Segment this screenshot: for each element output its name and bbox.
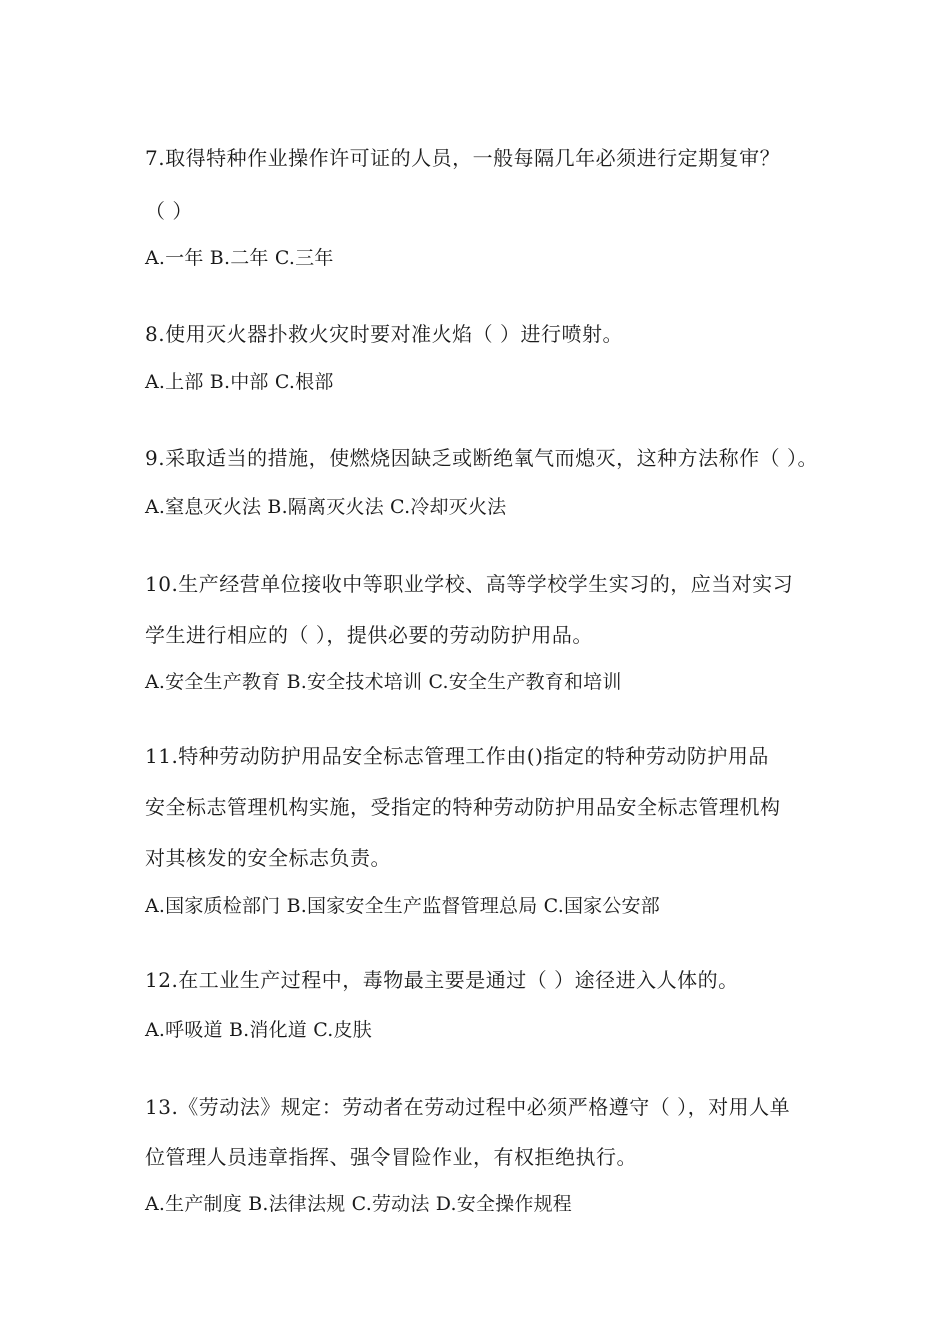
question-12-options: A.呼吸道 B.消化道 C.皮肤 bbox=[145, 1019, 372, 1041]
question-11-line-3: 对其核发的安全标志负责。 bbox=[145, 846, 391, 870]
question-7-line-2: （ ） bbox=[145, 199, 193, 223]
question-13-line-2: 位管理人员违章指挥、强令冒险作业，有权拒绝执行。 bbox=[145, 1145, 637, 1169]
question-10-line-1: 10.生产经营单位接收中等职业学校、高等学校学生实习的，应当对实习 bbox=[145, 572, 794, 596]
question-13-options: A.生产制度 B.法律法规 C.劳动法 D.安全操作规程 bbox=[145, 1193, 572, 1215]
question-7-line-1: 7.取得特种作业操作许可证的人员，一般每隔几年必须进行定期复审？ bbox=[145, 146, 781, 170]
question-10-options: A.安全生产教育 B.安全技术培训 C.安全生产教育和培训 bbox=[145, 671, 622, 693]
question-13-line-1: 13.《劳动法》规定：劳动者在劳动过程中必须严格遵守（ ），对用人单 bbox=[145, 1095, 791, 1119]
question-7-options: A.一年 B.二年 C.三年 bbox=[145, 247, 334, 269]
question-9-line-1: 9.采取适当的措施，使燃烧因缺乏或断绝氧气而熄灭，这种方法称作（ ）。 bbox=[145, 446, 818, 470]
question-11-options: A.国家质检部门 B.国家安全生产监督管理总局 C.国家公安部 bbox=[145, 895, 660, 917]
question-9-options: A.窒息灭火法 B.隔离灭火法 C.冷却灭火法 bbox=[145, 496, 507, 518]
question-11-line-2: 安全标志管理机构实施，受指定的特种劳动防护用品安全标志管理机构 bbox=[145, 795, 781, 819]
question-8-options: A.上部 B.中部 C.根部 bbox=[145, 371, 334, 393]
question-8-line-1: 8.使用灭火器扑救火灾时要对准火焰（ ）进行喷射。 bbox=[145, 322, 623, 346]
question-12-line-1: 12.在工业生产过程中，毒物最主要是通过（ ）途径进入人体的。 bbox=[145, 968, 739, 992]
question-10-line-2: 学生进行相应的（ ），提供必要的劳动防护用品。 bbox=[145, 623, 593, 647]
question-11-line-1: 11.特种劳动防护用品安全标志管理工作由()指定的特种劳动防护用品 bbox=[145, 744, 769, 768]
